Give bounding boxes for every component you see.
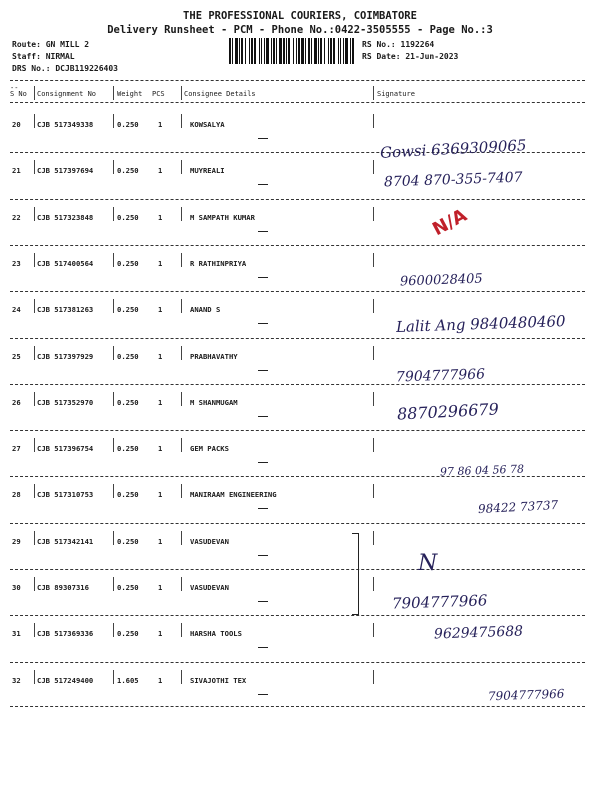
consignment-number: CJB 517310753 bbox=[37, 490, 94, 500]
serial-number: 23 bbox=[12, 258, 21, 268]
column-separator bbox=[113, 160, 114, 174]
barcode-bar bbox=[271, 38, 272, 64]
barcode-bar bbox=[279, 38, 282, 64]
column-separator bbox=[113, 299, 114, 313]
column-separator bbox=[113, 207, 114, 221]
barcode-bar bbox=[264, 38, 265, 64]
column-separator bbox=[34, 484, 35, 498]
barcode-bar bbox=[293, 38, 294, 64]
column-separator bbox=[34, 346, 35, 360]
barcode-bar bbox=[301, 38, 304, 64]
barcode-bar bbox=[296, 38, 297, 64]
barcode-bar bbox=[311, 38, 312, 64]
column-separator bbox=[113, 623, 114, 637]
column-separator bbox=[181, 531, 182, 545]
pen-mark bbox=[258, 184, 268, 185]
row-divider bbox=[10, 662, 585, 663]
header-divider bbox=[10, 102, 585, 103]
row-divider bbox=[10, 338, 585, 339]
barcode-bar bbox=[328, 38, 329, 64]
column-separator bbox=[113, 670, 114, 684]
dash-mark: -- bbox=[10, 84, 19, 92]
column-separator bbox=[34, 392, 35, 406]
weight-value: 0.250 bbox=[117, 120, 139, 129]
column-separator bbox=[181, 392, 182, 406]
barcode-bar bbox=[345, 38, 348, 64]
column-separator bbox=[373, 346, 374, 360]
barcode-bar bbox=[249, 38, 250, 64]
column-separator bbox=[34, 207, 35, 221]
header-separator bbox=[181, 86, 182, 100]
barcode-bar bbox=[318, 38, 319, 64]
consignment-number: CJB 517349338 bbox=[37, 120, 94, 129]
column-separator bbox=[181, 484, 182, 498]
row-divider bbox=[10, 523, 585, 524]
weight-value: 0.250 bbox=[117, 629, 139, 639]
column-separator bbox=[34, 438, 35, 452]
row-divider bbox=[10, 291, 585, 292]
column-separator bbox=[34, 623, 35, 637]
serial-number: 30 bbox=[12, 583, 21, 592]
column-separator bbox=[113, 438, 114, 452]
bottom-divider bbox=[10, 706, 585, 707]
column-separator bbox=[181, 160, 182, 174]
consignment-number: CJB 517249400 bbox=[37, 675, 94, 685]
top-divider bbox=[10, 80, 585, 81]
consignee-name: KOWSALYA bbox=[190, 120, 225, 129]
barcode-bar bbox=[324, 38, 325, 64]
pcs-value: 1 bbox=[158, 305, 163, 315]
handwritten-signature: Lalit Ang 9840480460 bbox=[395, 312, 566, 337]
handwritten-signature: 97 86 04 56 78 bbox=[439, 462, 525, 479]
barcode-bar bbox=[241, 38, 243, 64]
bracket-mark bbox=[352, 533, 359, 615]
column-separator bbox=[113, 346, 114, 360]
column-separator bbox=[181, 438, 182, 452]
serial-number: 20 bbox=[12, 120, 21, 129]
serial-number: 25 bbox=[12, 351, 21, 361]
column-separator bbox=[373, 484, 374, 498]
barcode-bar bbox=[288, 38, 290, 64]
pen-mark bbox=[258, 508, 268, 509]
serial-number: 24 bbox=[12, 305, 21, 315]
handwritten-signature: 7904777966 bbox=[395, 365, 486, 386]
barcode-bar bbox=[314, 38, 317, 64]
col-signature: Signature bbox=[377, 90, 415, 98]
row-divider bbox=[10, 476, 585, 477]
col-consignee: Consignee Details bbox=[184, 90, 256, 98]
consignee-name: M SAMPATH KUMAR bbox=[190, 212, 255, 222]
handwritten-signature: 98422 73737 bbox=[477, 498, 559, 517]
barcode bbox=[229, 38, 354, 64]
barcode-bar bbox=[286, 38, 287, 64]
consignment-number: CJB 517342141 bbox=[37, 536, 94, 546]
consignee-name: R RATHINPRIYA bbox=[190, 258, 247, 268]
barcode-bar bbox=[352, 38, 354, 64]
row-divider bbox=[10, 569, 585, 570]
handwritten-signature: 9629475688 bbox=[433, 623, 524, 643]
column-separator bbox=[34, 160, 35, 174]
column-separator bbox=[373, 670, 374, 684]
column-separator bbox=[373, 160, 374, 174]
handwritten-signature: 8870296679 bbox=[396, 399, 500, 424]
barcode-bar bbox=[350, 38, 351, 64]
company-title: THE PROFESSIONAL COURIERS, COIMBATORE bbox=[183, 10, 417, 22]
serial-number: 22 bbox=[12, 212, 21, 222]
barcode-bar bbox=[235, 38, 238, 64]
pcs-value: 1 bbox=[158, 583, 163, 592]
serial-number: 29 bbox=[12, 536, 21, 546]
consignment-number: CJB 517369336 bbox=[37, 629, 94, 639]
header-separator bbox=[373, 86, 374, 100]
column-separator bbox=[373, 299, 374, 313]
column-separator bbox=[34, 299, 35, 313]
row-divider bbox=[10, 384, 585, 385]
column-separator bbox=[34, 531, 35, 545]
pen-mark bbox=[258, 231, 268, 232]
column-separator bbox=[181, 207, 182, 221]
column-separator bbox=[113, 114, 114, 128]
col-consignment: Consignment No bbox=[37, 90, 97, 98]
pcs-value: 1 bbox=[158, 490, 163, 500]
row-divider bbox=[10, 430, 585, 431]
handwritten-signature: 9600028405 bbox=[399, 271, 483, 290]
column-separator bbox=[373, 438, 374, 452]
header-separator bbox=[113, 86, 114, 100]
column-separator bbox=[373, 623, 374, 637]
weight-value: 0.250 bbox=[117, 212, 139, 222]
pen-mark bbox=[258, 462, 268, 463]
pcs-value: 1 bbox=[158, 397, 163, 407]
consignee-name: VASUDEVAN bbox=[190, 583, 229, 592]
column-separator bbox=[181, 114, 182, 128]
handwritten-signature: Gowsi 6369309065 bbox=[379, 136, 527, 162]
column-separator bbox=[113, 484, 114, 498]
column-separator bbox=[373, 253, 374, 267]
column-separator bbox=[113, 392, 114, 406]
pen-mark bbox=[258, 416, 268, 417]
pcs-value: 1 bbox=[158, 120, 163, 129]
weight-value: 0.250 bbox=[117, 305, 139, 315]
column-separator bbox=[34, 577, 35, 591]
pcs-value: 1 bbox=[158, 166, 163, 176]
column-separator bbox=[373, 531, 374, 545]
pcs-value: 1 bbox=[158, 629, 163, 639]
pen-mark bbox=[258, 138, 268, 139]
col-pcs: PCS bbox=[152, 90, 165, 98]
barcode-bar bbox=[338, 38, 339, 64]
column-separator bbox=[181, 670, 182, 684]
weight-value: 0.250 bbox=[117, 490, 139, 500]
barcode-bar bbox=[343, 38, 344, 64]
barcode-bar bbox=[273, 38, 275, 64]
barcode-bar bbox=[340, 38, 341, 64]
col-sno: S No bbox=[10, 90, 27, 98]
consignee-name: MANIRAAM ENGINEERING bbox=[190, 490, 277, 500]
weight-value: 0.250 bbox=[117, 444, 139, 454]
pen-mark bbox=[258, 647, 268, 648]
barcode-bar bbox=[308, 38, 310, 64]
barcode-bar bbox=[261, 38, 262, 64]
column-separator bbox=[181, 623, 182, 637]
pcs-value: 1 bbox=[158, 536, 163, 546]
pcs-value: 1 bbox=[158, 258, 163, 268]
column-separator bbox=[113, 253, 114, 267]
consignee-name: SIVAJOTHI TEX bbox=[190, 675, 247, 685]
barcode-bar bbox=[229, 38, 231, 64]
serial-number: 26 bbox=[12, 397, 21, 407]
route-label: Route: GN MILL 2 bbox=[12, 40, 90, 49]
weight-value: 0.250 bbox=[117, 583, 139, 592]
pen-mark bbox=[258, 277, 268, 278]
weight-value: 0.250 bbox=[117, 536, 139, 546]
pen-mark bbox=[258, 370, 268, 371]
consignment-number: CJB 517381263 bbox=[37, 305, 94, 315]
weight-value: 0.250 bbox=[117, 258, 139, 268]
column-separator bbox=[181, 346, 182, 360]
rs-date: RS Date: 21-Jun-2023 bbox=[362, 52, 459, 61]
barcode-bar bbox=[298, 38, 300, 64]
header-separator bbox=[34, 86, 35, 100]
not-available-mark: N/A bbox=[429, 204, 471, 241]
pcs-value: 1 bbox=[158, 351, 163, 361]
row-divider bbox=[10, 245, 585, 246]
serial-number: 32 bbox=[12, 675, 21, 685]
pcs-value: 1 bbox=[158, 212, 163, 222]
consignee-name: HARSHA TOOLS bbox=[190, 629, 242, 639]
barcode-bar bbox=[232, 38, 233, 64]
barcode-bar bbox=[283, 38, 285, 64]
runsheet-subtitle: Delivery Runsheet - PCM - Phone No.:0422-3505555 - Page No.:3 bbox=[107, 24, 493, 36]
column-separator bbox=[373, 392, 374, 406]
column-separator bbox=[113, 577, 114, 591]
serial-number: 31 bbox=[12, 629, 21, 639]
handwritten-signature: 8704 870-355-7407 bbox=[383, 169, 523, 191]
consignee-name: M SHANMUGAM bbox=[190, 397, 238, 407]
pen-mark bbox=[258, 601, 268, 602]
consignee-name: PRABHAVATHY bbox=[190, 351, 238, 361]
column-separator bbox=[373, 114, 374, 128]
barcode-bar bbox=[305, 38, 306, 64]
column-separator bbox=[373, 577, 374, 591]
barcode-bar bbox=[320, 38, 322, 64]
serial-number: 21 bbox=[12, 166, 21, 176]
handwritten-signature: 7904777966 bbox=[487, 686, 565, 703]
serial-number: 27 bbox=[12, 444, 21, 454]
consignee-name: ANAND S bbox=[190, 305, 221, 315]
consignment-number: CJB 517352970 bbox=[37, 397, 94, 407]
column-separator bbox=[373, 207, 374, 221]
pen-mark bbox=[258, 555, 268, 556]
consignment-number: CJB 517397694 bbox=[37, 166, 94, 176]
staff-label: Staff: NIRMAL bbox=[12, 52, 75, 61]
column-separator bbox=[34, 114, 35, 128]
pen-mark bbox=[258, 323, 268, 324]
column-separator bbox=[113, 531, 114, 545]
column-separator bbox=[34, 670, 35, 684]
consignee-name: GEM PACKS bbox=[190, 444, 229, 454]
handwritten-signature: 7904777966 bbox=[391, 591, 488, 613]
barcode-bar bbox=[333, 38, 335, 64]
column-separator bbox=[181, 299, 182, 313]
row-divider bbox=[10, 199, 585, 200]
consignment-number: CJB 517323848 bbox=[37, 212, 94, 222]
column-separator bbox=[34, 253, 35, 267]
weight-value: 1.605 bbox=[117, 675, 139, 685]
consignment-number: CJB 517400564 bbox=[37, 258, 94, 268]
rs-number: RS No.: 1192264 bbox=[362, 40, 435, 49]
consignee-name: MUYREALI bbox=[190, 166, 225, 176]
col-weight: Weight bbox=[117, 90, 143, 98]
drs-number: DRS No.: DCJB119226403 bbox=[12, 64, 118, 73]
weight-value: 0.250 bbox=[117, 166, 139, 176]
barcode-bar bbox=[259, 38, 260, 64]
handwritten-signature: N bbox=[418, 550, 438, 576]
column-separator bbox=[181, 577, 182, 591]
column-separator bbox=[181, 253, 182, 267]
consignment-number: CJB 517396754 bbox=[37, 444, 94, 454]
barcode-bar bbox=[266, 38, 269, 64]
barcode-bar bbox=[239, 38, 240, 64]
serial-number: 28 bbox=[12, 490, 21, 500]
consignment-number: CJB 517397929 bbox=[37, 351, 94, 361]
barcode-bar bbox=[276, 38, 277, 64]
barcode-bar bbox=[330, 38, 332, 64]
consignment-number: CJB 89307316 bbox=[37, 583, 89, 592]
weight-value: 0.250 bbox=[117, 351, 139, 361]
weight-value: 0.250 bbox=[117, 397, 139, 407]
barcode-bar bbox=[251, 38, 253, 64]
barcode-bar bbox=[245, 38, 246, 64]
row-divider bbox=[10, 615, 585, 616]
pcs-value: 1 bbox=[158, 444, 163, 454]
pcs-value: 1 bbox=[158, 675, 163, 685]
consignee-name: VASUDEVAN bbox=[190, 536, 229, 546]
pen-mark bbox=[258, 694, 268, 695]
barcode-bar bbox=[254, 38, 256, 64]
